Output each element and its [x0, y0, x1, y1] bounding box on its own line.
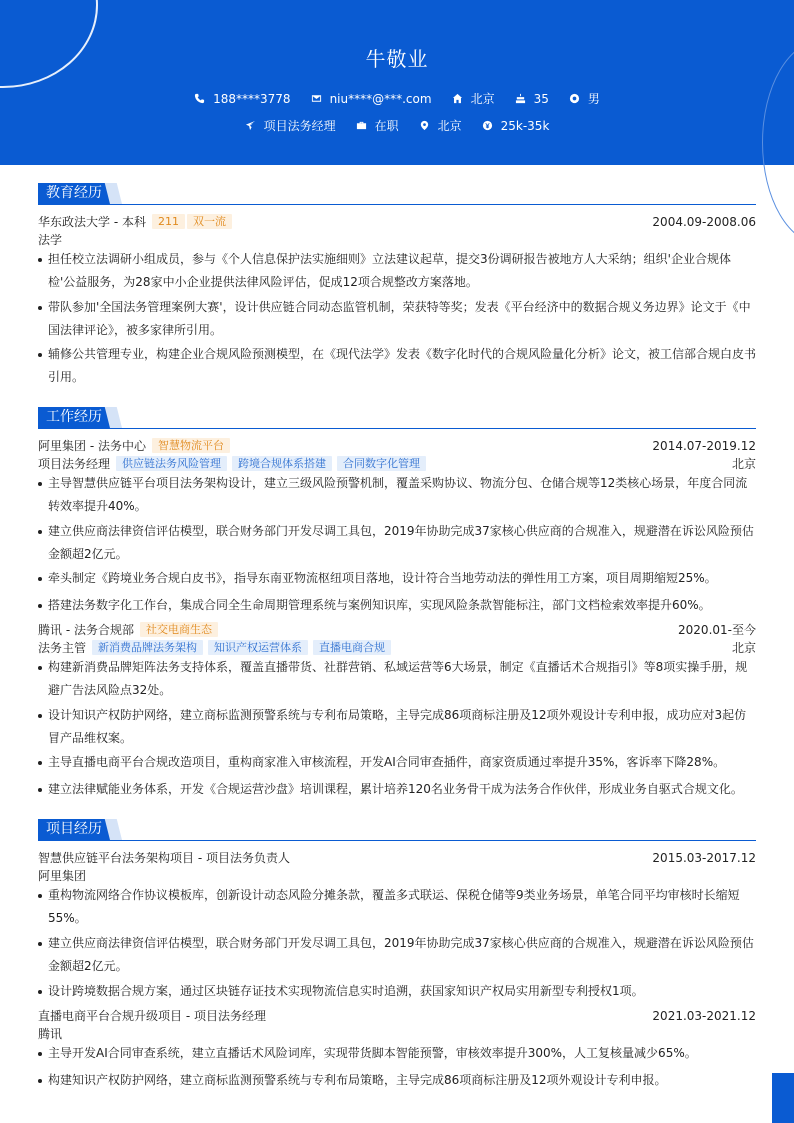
- job-bullet: 构建新消费品牌矩阵法务支持体系，覆盖直播带货、社群营销、私域运营等6大场景，制定《直播话术合规指引》等8项实操手册，规避广告法风险点32处。: [38, 656, 756, 702]
- job-header-row: [38, 437, 756, 454]
- job-bullet: 设计知识产权防护网络，建立商标监测预警系统与专利布局策略，主导完成86项商标注册及12项外观设计专利申报，成功应对3起仿冒产品维权案。: [38, 704, 756, 750]
- gender-text: 男: [587, 92, 600, 106]
- salary-text: 25k-35k: [500, 118, 550, 133]
- company-tag: 智慧物流平台: [152, 438, 230, 453]
- project-bullet: 重构物流网络合作协议模板库，创新设计动态风险分摊条款，覆盖多式联运、保税仓储等9类业务场景，单笔合同平均审核时长缩短55%。: [38, 884, 756, 930]
- project-bullet: 建立供应商法律资信评估模型，联合财务部门开发尽调工具包，2019年协助完成37家核心供应商的合规准入，规避潜在诉讼风险预估金额超2亿元。: [38, 932, 756, 978]
- project-bullet: 设计跨境数据合规方案，通过区块链存证技术实现物流信息实时追溯，获国家知识产权局实用新型专利授权1项。: [38, 980, 756, 1003]
- skill-tag: 供应链法务风险管理: [116, 456, 227, 471]
- education-section-title: 教育经历: [38, 183, 110, 204]
- money-icon: [482, 120, 493, 131]
- job-header-row: [38, 621, 756, 638]
- company-tag: 社交电商生态: [140, 622, 218, 637]
- project-period: 2021.03-2021.12: [652, 1008, 756, 1023]
- age-text: 35: [533, 91, 549, 106]
- job-period: 2020.01-至今: [678, 623, 756, 637]
- project-name: 直播电商平台合规升级项目 - 项目法务经理: [38, 1009, 266, 1023]
- job-period: 2014.07-2019.12: [652, 438, 756, 453]
- job-intention-row: [0, 117, 794, 134]
- email-info: [311, 92, 432, 106]
- target-city-text: 北京: [437, 119, 462, 133]
- phone-info: [194, 92, 290, 106]
- target-city-info: [419, 117, 462, 134]
- skill-tag: 直播电商合规: [313, 640, 391, 655]
- job-position: 法务主管: [38, 641, 87, 655]
- project-org-row: [38, 867, 756, 884]
- status-info: [356, 117, 399, 134]
- gender-icon: [569, 93, 580, 104]
- home-icon: [452, 93, 463, 104]
- job-position-row: [38, 639, 756, 656]
- job-bullet: 搭建法务数字化工作台，集成合同全生命周期管理系统与案例知识库，实现风险条款智能标注，部门文档检索效率提升60%。: [38, 594, 756, 617]
- project-org: 腾讯: [38, 1027, 63, 1041]
- skill-tag: 合同数字化管理: [337, 456, 426, 471]
- target-position-text: 项目法务经理: [263, 119, 336, 133]
- skill-tag: 知识产权运营体系: [208, 640, 308, 655]
- location-info: [452, 90, 495, 107]
- skill-tag: 新消费品牌法务架构: [92, 640, 203, 655]
- job-city: 北京: [731, 641, 756, 655]
- education-bullet: 带队参加'全国法务管理案例大赛'，设计供应链合同动态监管机制，荣获特等奖；发表《平台经济中的数据合规义务边界》论文于《中国法律评论》，被多家律所引用。: [38, 296, 756, 342]
- work-section-header: [38, 407, 756, 429]
- project-bullet: 主导开发AI合同审查系统，建立直播话术风险词库，实现带货脚本智能预警，审核效率提升300%，人工复核量减少65%。: [38, 1042, 756, 1065]
- location-text: 北京: [470, 92, 495, 106]
- status-text: 在职: [374, 119, 399, 133]
- school-name: 华东政法大学 - 本科: [38, 215, 146, 229]
- job-company: 腾讯 - 法务合规部: [38, 623, 134, 637]
- phone-icon: [194, 93, 205, 104]
- major: 法学: [38, 233, 63, 247]
- phone-text: 188****3778: [213, 91, 291, 106]
- job-bullet: 建立法律赋能业务体系，开发《合规运营沙盘》培训课程，累计培养120名业务骨干成为法务合作伙伴，形成业务自驱式合规文化。: [38, 778, 756, 801]
- send-icon: [245, 120, 256, 131]
- education-header-row: [38, 213, 756, 230]
- project-org: 阿里集团: [38, 869, 87, 883]
- target-position-info: [245, 117, 336, 134]
- education-bullet: 辅修公共管理专业，构建企业合规风险预测模型，在《现代法学》发表《数字化时代的合规风险量化分析》论文，被工信部合规白皮书引用。: [38, 343, 756, 389]
- project-section-title: 项目经历: [38, 819, 110, 840]
- salary-info: [482, 119, 550, 133]
- job-position-row: [38, 455, 756, 472]
- gender-info: [569, 90, 600, 107]
- job-bullet: 牵头制定《跨境业务合规白皮书》，指导东南亚物流枢纽项目落地，设计符合当地劳动法的弹性用工方案，项目周期缩短25%。: [38, 567, 756, 590]
- candidate-name: 牛敬业: [365, 47, 429, 71]
- age-info: [515, 92, 549, 106]
- corner-decoration: [772, 1073, 794, 1123]
- job-bullet: 建立供应商法律资信评估模型，联合财务部门开发尽调工具包，2019年协助完成37家核心供应商的合规准入，规避潜在诉讼风险预估金额超2亿元。: [38, 520, 756, 566]
- project-bullet: 构建知识产权防护网络，建立商标监测预警系统与专利布局策略，主导完成86项商标注册及12项外观设计专利申报。: [38, 1069, 756, 1092]
- skill-tag: 跨境合规体系搭建: [232, 456, 332, 471]
- email-text: niu****@***.com: [329, 91, 432, 106]
- education-bullet: 担任校立法调研小组成员，参与《个人信息保护法实施细则》立法建议起草，提交3份调研报告被地方人大采纳；组织'企业合规体检'公益服务，为28家中小企业提供法律风险评估，促成12项合规整改方案落地。: [38, 248, 756, 294]
- work-section-title: 工作经历: [38, 407, 110, 428]
- project-header-row: [38, 1007, 756, 1024]
- education-tag: 211: [152, 214, 185, 229]
- education-section-header: [38, 183, 756, 205]
- job-company: 阿里集团 - 法务中心: [38, 439, 146, 453]
- project-section-header: [38, 819, 756, 841]
- job-position: 项目法务经理: [38, 457, 111, 471]
- briefcase-icon: [356, 120, 367, 131]
- job-city: 北京: [731, 457, 756, 471]
- project-header-row: [38, 849, 756, 866]
- project-period: 2015.03-2017.12: [652, 850, 756, 865]
- education-tag: 双一流: [187, 214, 232, 229]
- education-period: 2004.09-2008.06: [652, 214, 756, 229]
- location-pin-icon: [419, 120, 430, 131]
- project-name: 智慧供应链平台法务架构项目 - 项目法务负责人: [38, 851, 290, 865]
- cake-icon: [515, 93, 526, 104]
- resume-header: [0, 0, 794, 165]
- major-row: [38, 231, 756, 248]
- project-org-row: [38, 1025, 756, 1042]
- job-bullet: 主导智慧供应链平台项目法务架构设计，建立三级风险预警机制，覆盖采购协议、物流分包、仓储合规等12类核心场景，年度合同流转效率提升40%。: [38, 472, 756, 518]
- contact-row: [0, 90, 794, 107]
- job-bullet: 主导直播电商平台合规改造项目，重构商家准入审核流程，开发AI合同审查插件，商家资质通过率提升35%，客诉率下降28%。: [38, 751, 756, 774]
- mail-icon: [311, 93, 322, 104]
